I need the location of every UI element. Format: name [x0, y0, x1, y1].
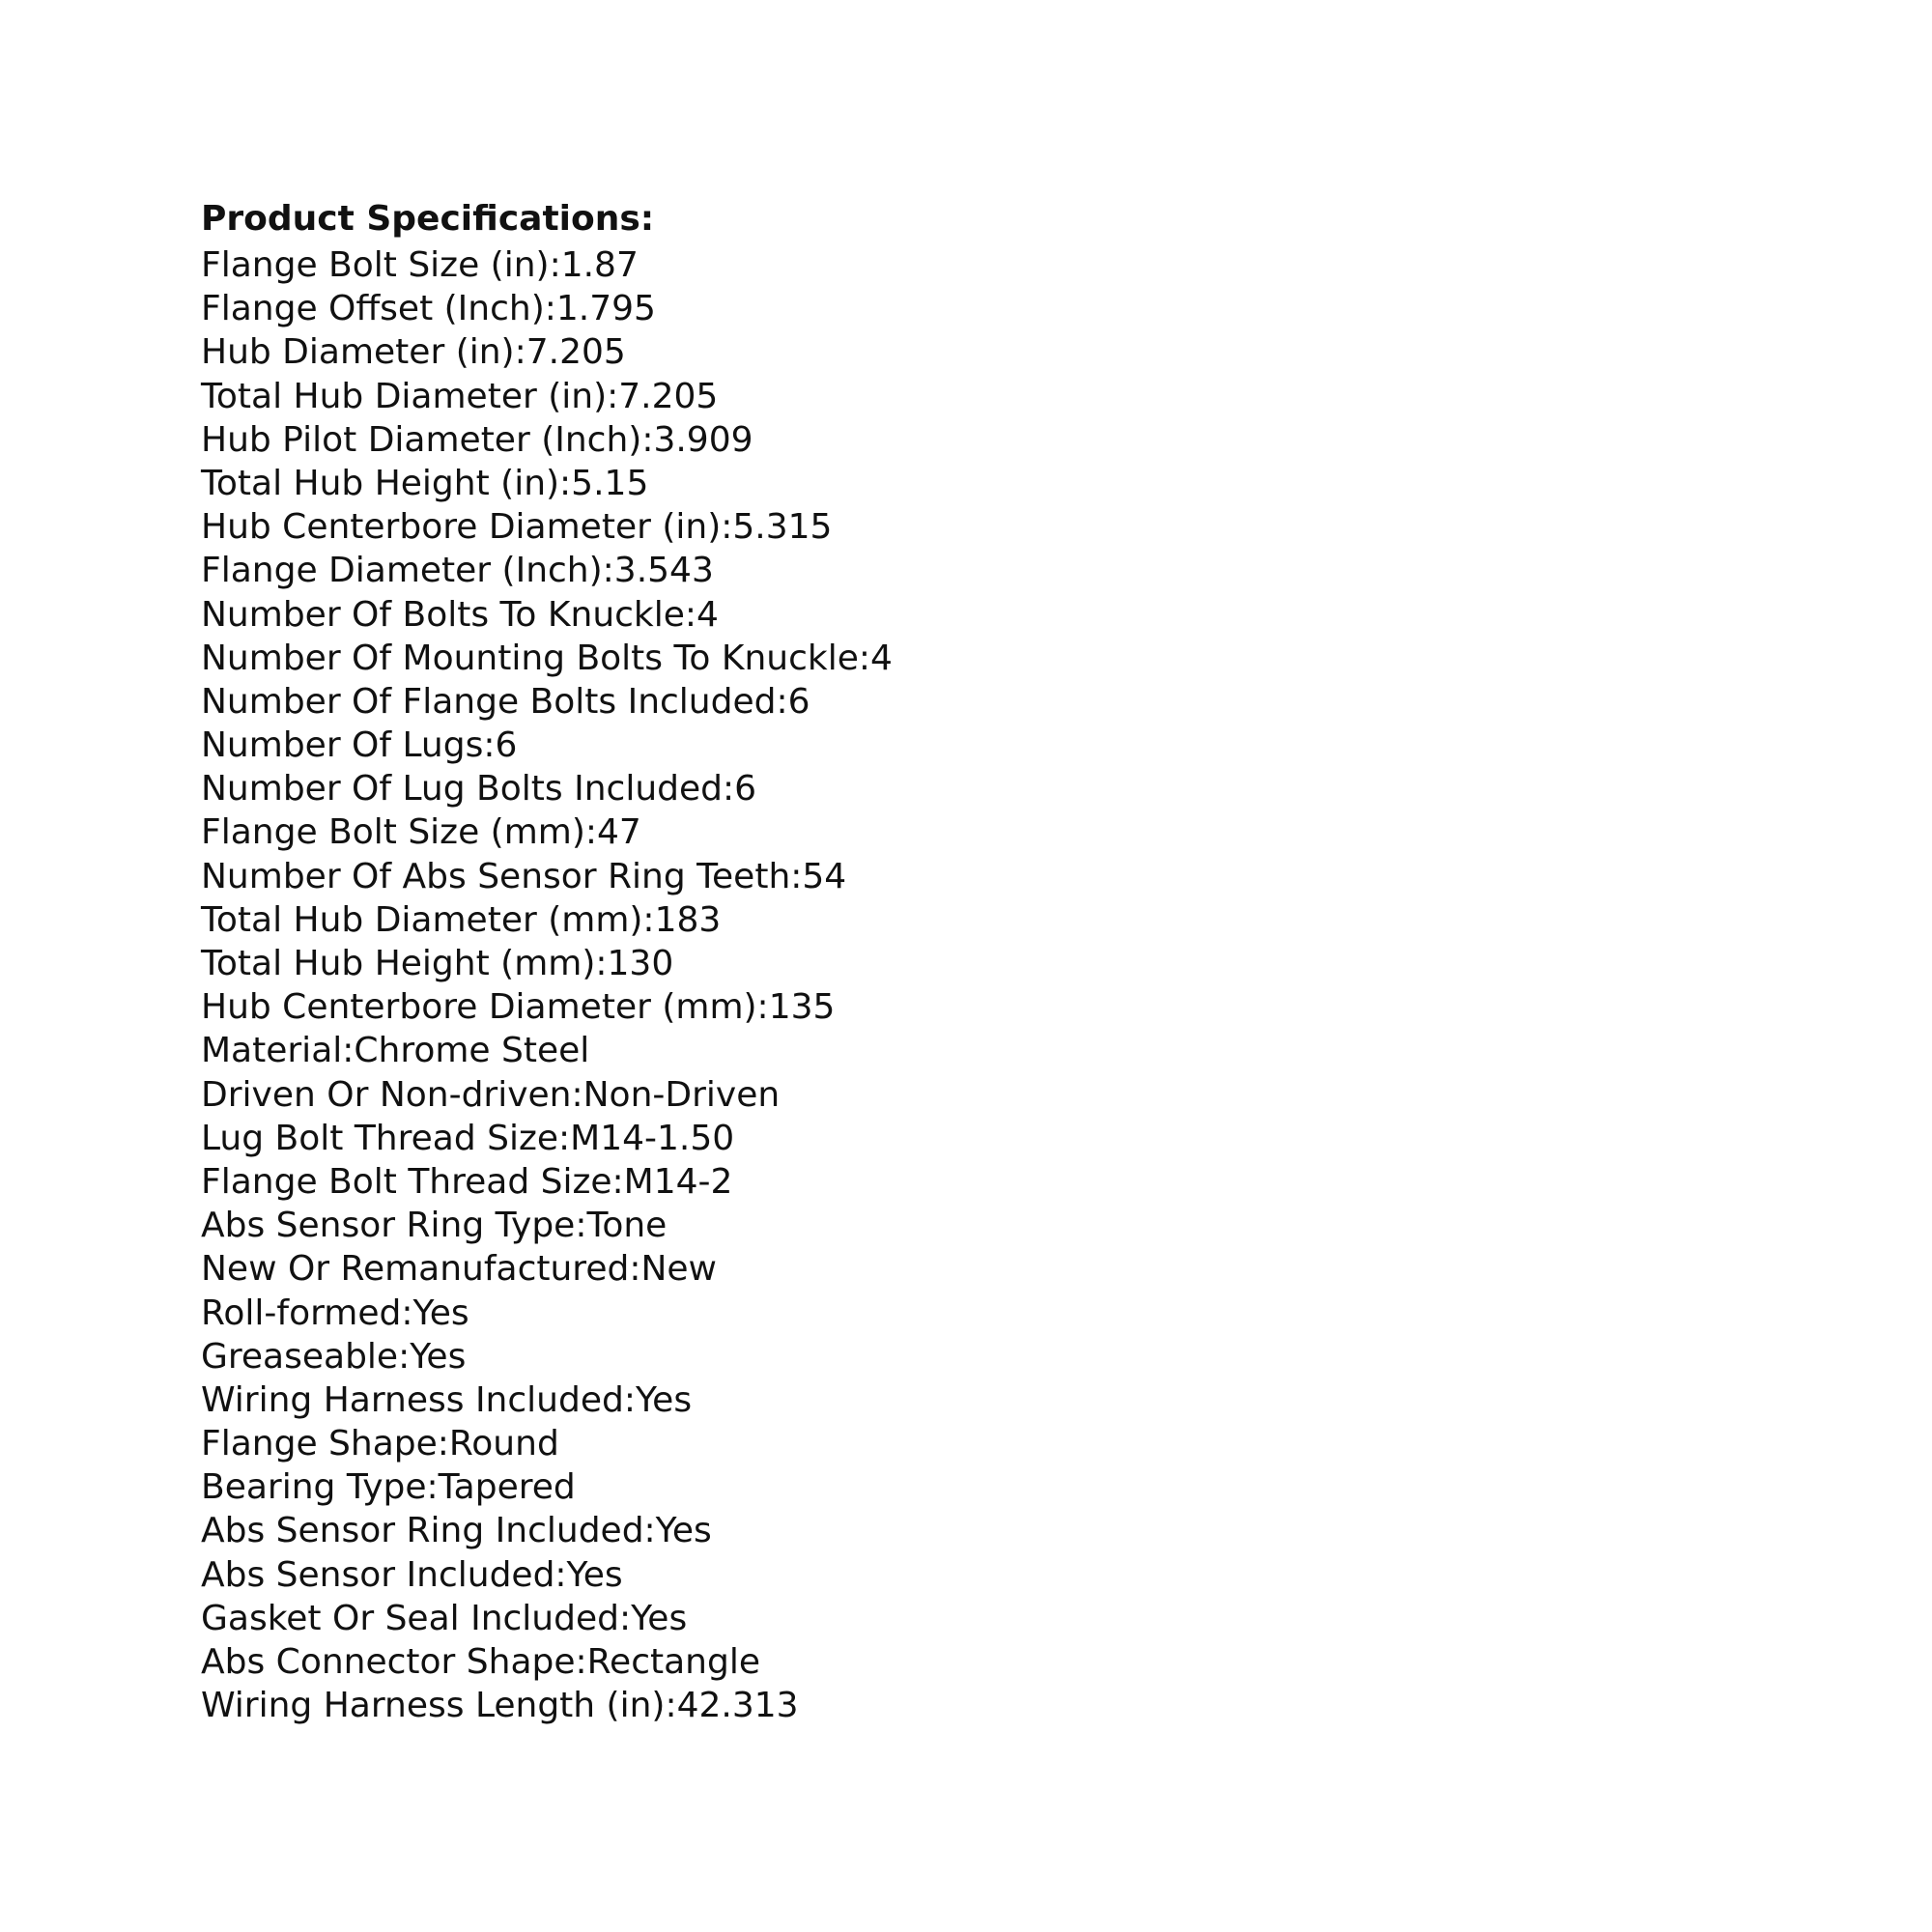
spec-heading: Product Specifications: — [201, 199, 655, 239]
spec-item-flange-bolt-size-mm: Flange Bolt Size (mm):47 — [201, 812, 641, 853]
spec-list — [201, 243, 1843, 1727]
spec-item-hub-centerbore-diameter-mm: Hub Centerbore Diameter (mm):135 — [201, 987, 836, 1028]
spec-item-abs-ring-type: Abs Sensor Ring Type:Tone — [201, 1206, 668, 1246]
spec-item-driven: Driven Or Non-driven:Non-Driven — [201, 1074, 781, 1115]
spec-item-abs-sensor-included: Abs Sensor Included:Yes — [201, 1554, 623, 1595]
spec-item-wiring-harness-included: Wiring Harness Included:Yes — [201, 1379, 693, 1420]
spec-item-total-hub-height-in: Total Hub Height (in):5.15 — [201, 463, 649, 503]
spec-item-total-hub-diameter-in: Total Hub Diameter (in):7.205 — [201, 376, 719, 416]
spec-item-flange-shape: Flange Shape:Round — [201, 1424, 559, 1464]
spec-item-flange-bolts-included: Number Of Flange Bolts Included:6 — [201, 681, 810, 722]
spec-item-mounting-bolts-to-knuckle: Number Of Mounting Bolts To Knuckle:4 — [201, 638, 893, 678]
spec-item-flange-bolt-size-in: Flange Bolt Size (in):1.87 — [201, 245, 639, 285]
spec-item-roll-formed: Roll-formed:Yes — [201, 1293, 469, 1333]
spec-item-lug-bolts-included: Number Of Lug Bolts Included:6 — [201, 769, 757, 810]
spec-document — [201, 194, 1843, 1727]
spec-item-gasket-included: Gasket Or Seal Included:Yes — [201, 1598, 688, 1638]
spec-item-bearing-type: Bearing Type:Tapered — [201, 1467, 576, 1508]
spec-item-abs-ring-teeth: Number Of Abs Sensor Ring Teeth:54 — [201, 856, 847, 896]
spec-item-flange-offset: Flange Offset (Inch):1.795 — [201, 289, 656, 329]
spec-item-hub-diameter: Hub Diameter (in):7.205 — [201, 332, 626, 373]
spec-item-new-or-remanufactured: New Or Remanufactured:New — [201, 1249, 717, 1290]
spec-item-hub-pilot-diameter: Hub Pilot Diameter (Inch):3.909 — [201, 419, 753, 460]
spec-item-material: Material:Chrome Steel — [201, 1031, 590, 1071]
spec-item-flange-diameter: Flange Diameter (Inch):3.543 — [201, 551, 714, 591]
spec-item-hub-centerbore-diameter-in: Hub Centerbore Diameter (in):5.315 — [201, 507, 833, 548]
spec-item-bolts-to-knuckle: Number Of Bolts To Knuckle:4 — [201, 594, 719, 635]
spec-item-flange-bolt-thread-size: Flange Bolt Thread Size:M14-2 — [201, 1161, 733, 1202]
spec-item-wiring-harness-length: Wiring Harness Length (in):42.313 — [201, 1686, 799, 1726]
spec-item-abs-ring-included: Abs Sensor Ring Included:Yes — [201, 1511, 712, 1551]
spec-item-lug-bolt-thread-size: Lug Bolt Thread Size:M14-1.50 — [201, 1118, 735, 1158]
spec-item-greaseable: Greaseable:Yes — [201, 1336, 467, 1377]
spec-item-number-of-lugs: Number Of Lugs:6 — [201, 725, 518, 766]
spec-item-abs-connector-shape: Abs Connector Shape:Rectangle — [201, 1642, 760, 1682]
spec-item-total-hub-diameter-mm: Total Hub Diameter (mm):183 — [201, 899, 722, 940]
spec-item-total-hub-height-mm: Total Hub Height (mm):130 — [201, 944, 674, 983]
